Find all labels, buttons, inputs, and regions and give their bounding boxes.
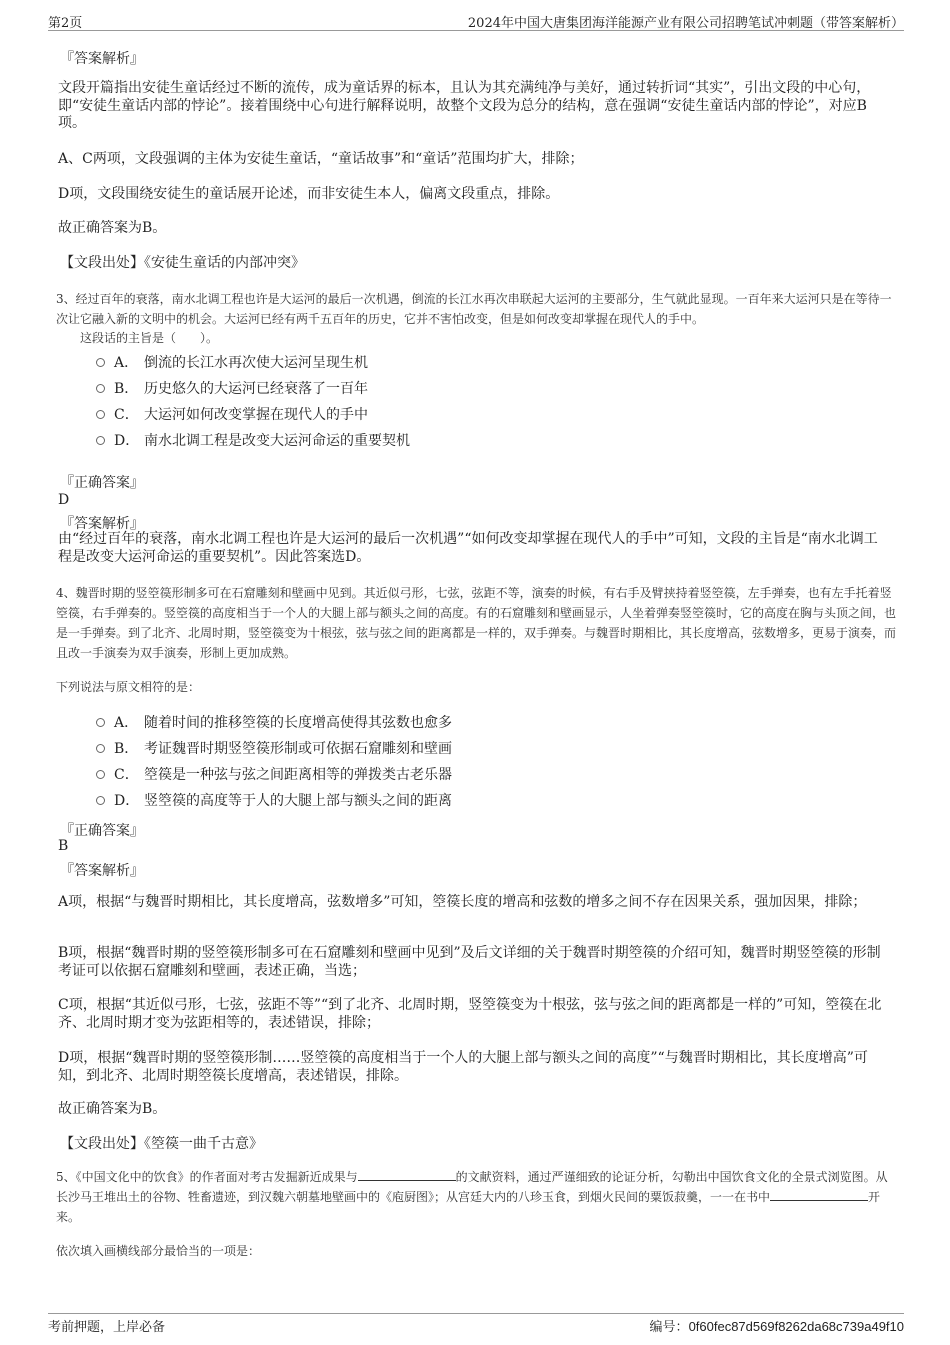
option-letter: A．	[114, 355, 139, 371]
q5-stem-part1: 5、《中国文化中的饮食》的作者面对考古发掘新近成果与	[56, 1170, 358, 1184]
radio-icon[interactable]	[96, 718, 105, 727]
q2-source: 【文段出处】《安徒生童话的内部冲突》	[60, 255, 305, 271]
option-text: 箜篌是一种弦与弦之间距离相等的弹拨类古老乐器	[144, 767, 452, 783]
q3-option-d[interactable]	[96, 430, 410, 450]
q3-option-c[interactable]	[96, 404, 368, 424]
q3-question: 这段话的主旨是（ ）。	[80, 331, 219, 345]
q2-analysis-p1: 文段开篇指出安徒生童话经过不断的流传，成为童话界的标本，且认为其充满纯净与美好，通过转折词“其实”，引出文段的中心句，即“安徒生童话内部的悖论”。接着围绕中心句进行解释说明，故整个文段为总分的结构，意在强调“安徒生童话内部的悖论”，对应B项。	[58, 80, 871, 131]
q3-answer-label: 『正确答案』	[60, 475, 144, 491]
option-text: 竖箜篌的高度等于人的大腿上部与额头之间的距离	[144, 793, 452, 809]
page-number: 第2页	[48, 16, 83, 31]
q3-stem: 3、经过百年的衰落，南水北调工程也许是大运河的最后一次机遇，倒流的长江水再次串联起大运河的主要部分，生气就此显现。一百年来大运河只是在等待一次让它融入新的文明中的机会。大运河已经有两千五百年的历史，它并不害怕改变，但是如何改变却掌握在现代人的手中。	[56, 292, 892, 326]
option-letter: D．	[114, 433, 140, 449]
radio-icon[interactable]	[96, 358, 105, 367]
q4-analysis-d: D项，根据“魏晋时期的竖箜篌形制……竖箜篌的高度相当于一个人的大腿上部与额头之间的高度”“与魏晋时期相比，其长度增高”可知，到北齐、北周时期箜篌长度增高，表述错误，排除。	[58, 1050, 868, 1084]
q5-stem-part2: 的文献资料，通过严谨细致的论证分析，勾勒出中国饮食文化的全景式浏览图。从长沙马王堆出土的谷物、牲畜遗迹，到汉魏六朝墓地壁画中的《庖厨图》；从宫廷大内的八珍玉食，到烟火民间的粟饭菽羹，一一在书中	[56, 1170, 888, 1204]
q4-option-d[interactable]	[96, 790, 452, 810]
option-letter: B．	[114, 381, 139, 397]
radio-icon[interactable]	[96, 796, 105, 805]
option-letter: A．	[114, 715, 139, 731]
option-letter: C．	[114, 407, 139, 423]
q4-stem: 4、魏晋时期的竖箜篌形制多可在石窟雕刻和壁画中见到。其近似弓形，七弦，弦距不等，演奏的时候，有右手及臂挟持着竖箜篌，左手弹奏，也有左手托着竖箜篌，右手弹奏的。竖箜篌的高度相当于一个人的大腿上部与额头之间的高度。有的石窟雕刻和壁画显示，人坐着弹奏竖箜篌时，它的高度在胸与头顶之间，也是一手弹奏。到了北齐、北周时期，竖箜篌变为十根弦，弦与弦之间的距离都是一样的，双手弹奏。与魏晋时期相比，其长度增高，弦数增多，更易于演奏，而且改一手演奏为双手演奏，形制上更加成熟。	[56, 586, 897, 660]
q4-option-a[interactable]	[96, 712, 452, 732]
page-header	[48, 12, 904, 31]
q2-analysis-p3: D项，文段围绕安徒生的童话展开论述，而非安徒生本人，偏离文段重点，排除。	[58, 186, 560, 202]
q4-option-b[interactable]	[96, 738, 452, 758]
code-value: 0f60fec87d569f8262da68c739a49f10	[688, 1319, 904, 1334]
q2-analysis-label: 『答案解析』	[60, 51, 144, 67]
q4-source: 【文段出处】《箜篌一曲千古意》	[60, 1136, 263, 1152]
q4-option-c[interactable]	[96, 764, 452, 784]
q3-option-a[interactable]	[96, 352, 368, 372]
q3-analysis: 由“经过百年的衰落，南水北调工程也许是大运河的最后一次机遇”“如何改变却掌握在现代人的手中”可知，文段的主旨是“南水北调工程是改变大运河命运的重要契机”。因此答案选D。	[58, 531, 878, 565]
option-letter: D．	[114, 793, 140, 809]
option-text: 随着时间的推移箜篌的长度增高使得其弦数也愈多	[144, 715, 452, 731]
document-code	[650, 1316, 904, 1335]
option-letter: B．	[114, 741, 139, 757]
q5-stem-part3: 开来。	[56, 1190, 881, 1224]
fill-blank-1[interactable]	[358, 1168, 456, 1181]
q4-conclusion: 故正确答案为B。	[58, 1101, 167, 1117]
document-title: 2024年中国大唐集团海洋能源产业有限公司招聘笔试冲刺题（带答案解析）	[467, 16, 904, 31]
q4-question: 下列说法与原文相符的是：	[56, 680, 201, 694]
q3-option-b[interactable]	[96, 378, 368, 398]
q2-analysis-p2: A、C两项，文段强调的主体为安徒生童话，“童话故事”和“童话”范围均扩大，排除；	[58, 151, 584, 167]
q4-answer-label: 『正确答案』	[60, 823, 144, 839]
q3-analysis-label: 『答案解析』	[60, 516, 144, 532]
q5-question: 依次填入画横线部分最恰当的一项是：	[56, 1244, 261, 1258]
option-text: 倒流的长江水再次使大运河呈现生机	[144, 355, 368, 371]
q5-stem	[56, 1167, 896, 1227]
q2-conclusion: 故正确答案为B。	[58, 220, 167, 236]
radio-icon[interactable]	[96, 436, 105, 445]
option-text: 南水北调工程是改变大运河命运的重要契机	[144, 433, 410, 449]
option-text: 考证魏晋时期竖箜篌形制或可依据石窟雕刻和壁画	[144, 741, 452, 757]
radio-icon[interactable]	[96, 770, 105, 779]
q3-answer: D	[58, 492, 70, 508]
q4-analysis-c: C项，根据“其近似弓形，七弦，弦距不等”“到了北齐、北周时期，竖箜篌变为十根弦，弦与弦之间的距离都是一样的”可知，箜篌在北齐、北周时期才变为弦距相等的，表述错误，排除；	[58, 997, 882, 1031]
q4-analysis-b: B项，根据“魏晋时期的竖箜篌形制多可在石窟雕刻和壁画中见到”及后文详细的关于魏晋时期箜篌的介绍可知，魏晋时期竖箜篌的形制考证可以依据石窟雕刻和壁画，表述正确，当选；	[58, 945, 881, 979]
q4-answer: B	[58, 838, 69, 854]
page-footer	[48, 1313, 904, 1336]
radio-icon[interactable]	[96, 384, 105, 393]
q4-analysis-label: 『答案解析』	[60, 863, 144, 879]
radio-icon[interactable]	[96, 744, 105, 753]
footer-slogan: 考前押题，上岸必备	[48, 1320, 166, 1335]
option-text: 历史悠久的大运河已经衰落了一百年	[144, 381, 368, 397]
q4-analysis-a: A项，根据“与魏晋时期相比，其长度增高，弦数增多”可知，箜篌长度的增高和弦数的增多之间不存在因果关系，强加因果，排除；	[58, 894, 867, 910]
code-label: 编号：	[649, 1320, 689, 1335]
radio-icon[interactable]	[96, 410, 105, 419]
option-letter: C．	[114, 767, 139, 783]
fill-blank-2[interactable]	[770, 1188, 868, 1201]
option-text: 大运河如何改变掌握在现代人的手中	[144, 407, 368, 423]
